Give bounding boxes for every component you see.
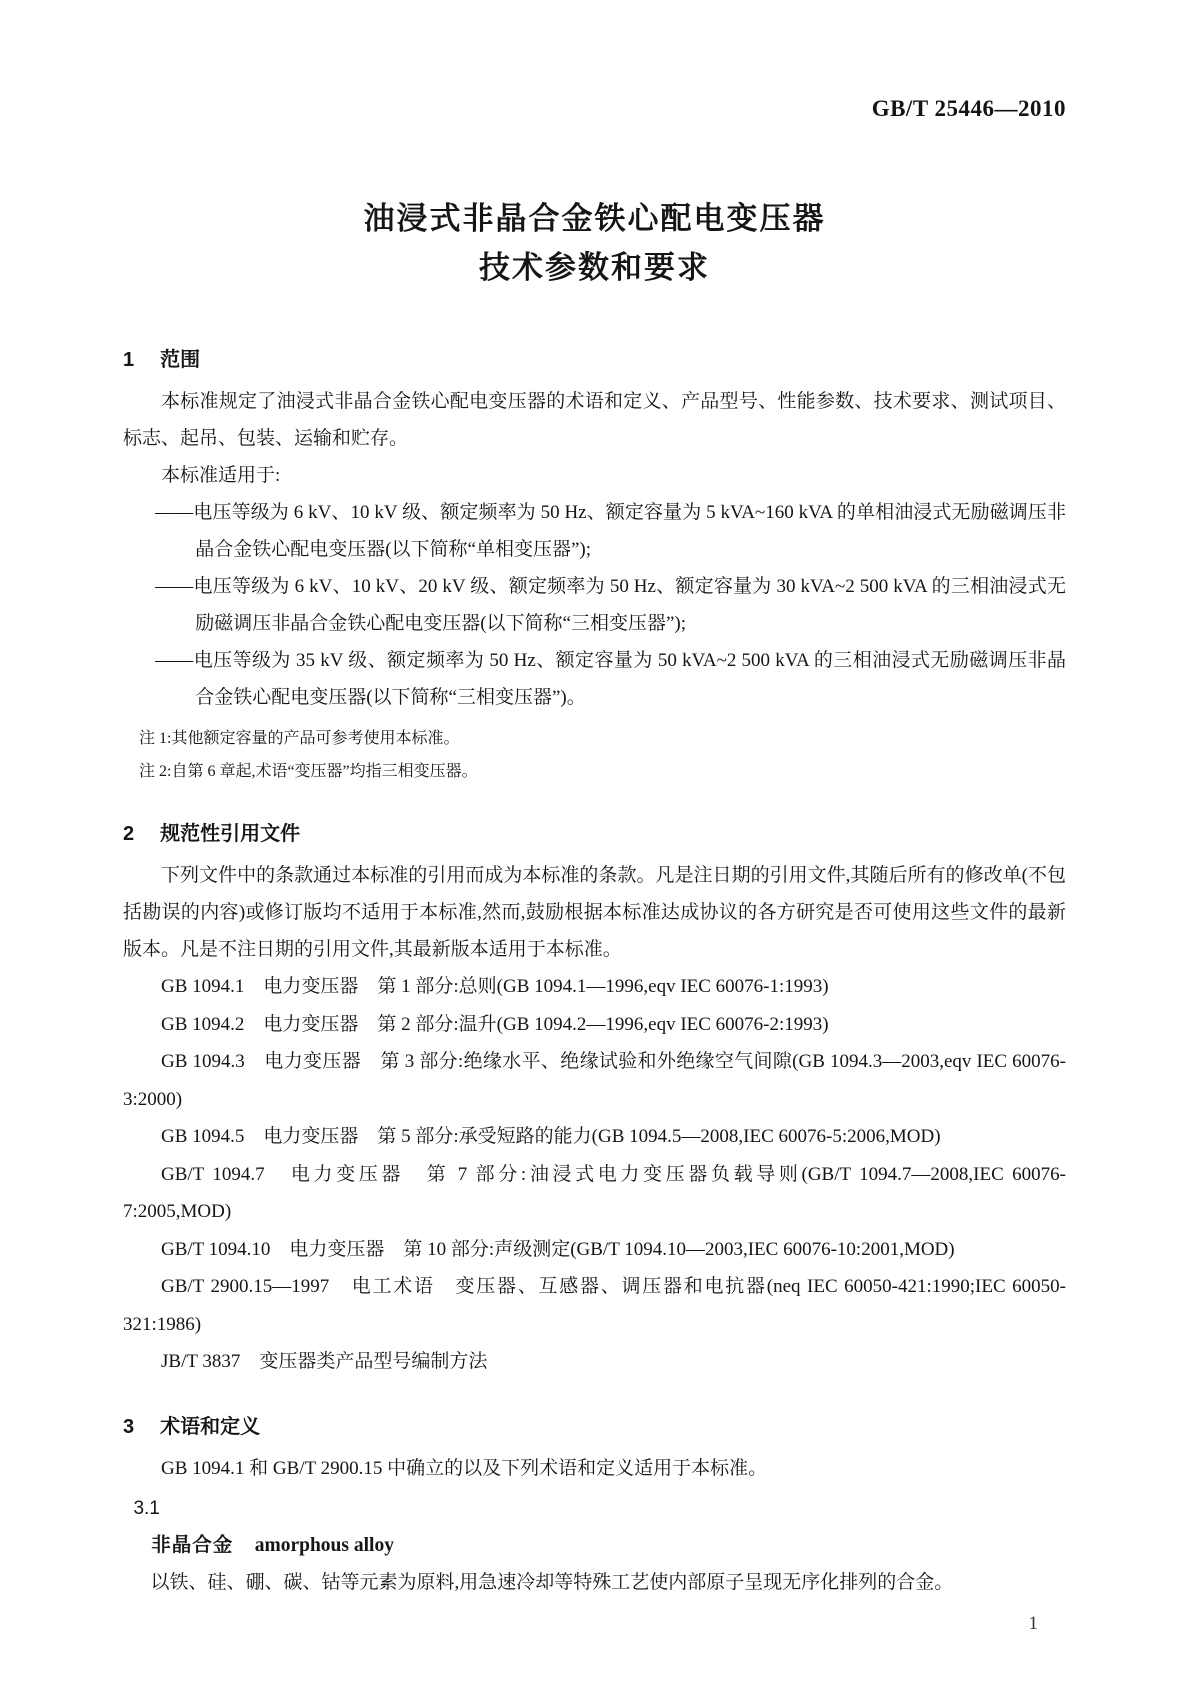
term-english: amorphous alloy [254,1534,394,1556]
reference-item: GB 1094.5 电力变压器 第 5 部分:承受短路的能力(GB 1094.5—2008,IEC 60076-5:2006,MOD) [161,1126,941,1147]
document-title-line2: 技术参数和要求 [479,250,710,285]
section-3-heading [123,1413,1066,1441]
reference-item: GB 1094.1 电力变压器 第 1 部分:总则(GB 1094.1—1996,eqv IEC 60076-1:1993) [161,976,829,997]
reference-item: GB 1094.3 电力变压器 第 3 部分:绝缘水平、绝缘试验和外绝缘空气间隙(GB 1094.3—2003,eqv IEC 60076-3:2000) [123,1051,1066,1110]
section-3-paragraph-1: GB 1094.1 和 GB/T 2900.15 中确立的以及下列术语和定义适用于本标准。 [161,1457,768,1479]
section-1-bullet-list [123,494,1066,716]
section-1-paragraph-2: 本标准适用于: [161,465,281,486]
section-3-number: 3 [123,1415,135,1438]
document-title [123,194,1066,292]
term-definition: 以铁、硅、硼、碳、钴等元素为原料,用急速冷却等特殊工艺使内部原子呈现无序化排列的合金。 [150,1571,954,1593]
list-item: ——电压等级为 6 kV、10 kV、20 kV 级、额定频率为 50 Hz、额定容量为 30 kVA~2 500 kVA 的三相油浸式无励磁调压非晶合金铁心配电变压器(以下简称“三相变压器”); [155,576,1066,634]
section-2-heading [123,820,1066,848]
section-2-number: 2 [123,823,135,845]
clause-number: 3.1 [133,1497,160,1519]
note-2: 注 2:自第 6 章起,术语“变压器”均指三相变压器。 [139,763,478,780]
standard-number: GB/T 25446—2010 [871,96,1066,121]
note-1: 注 1:其他额定容量的产品可参考使用本标准。 [139,730,460,747]
section-1-notes [123,722,1066,788]
section-2-title: 规范性引用文件 [160,823,301,845]
reference-item: JB/T 3837 变压器类产品型号编制方法 [161,1351,488,1372]
section-1-number: 1 [123,349,135,371]
reference-item: GB 1094.2 电力变压器 第 2 部分:温升(GB 1094.2—1996,eqv IEC 60076-2:1993) [161,1013,829,1035]
list-item: ——电压等级为 6 kV、10 kV 级、额定频率为 50 Hz、额定容量为 5 kVA~160 kVA 的单相油浸式无励磁调压非晶合金铁心配电变压器(以下简称“单相变压器”); [155,502,1066,560]
section-3-title: 术语和定义 [160,1415,261,1438]
term-chinese: 非晶合金 [151,1533,234,1556]
term-entry [151,1527,1066,1564]
reference-item: GB/T 1094.7 电力变压器 第 7 部分:油浸式电力变压器负载导则(GB/T 1094.7—2008,IEC 60076-7:2005,MOD) [123,1163,1066,1222]
reference-item: GB/T 2900.15—1997 电工术语 变压器、互感器、调压器和电抗器(neq IEC 60050-421:1990;IEC 60050-321:1986) [123,1276,1066,1335]
section-1-title: 范围 [160,349,201,371]
document-title-line1: 油浸式非晶合金铁心配电变压器 [363,201,826,236]
reference-item: GB/T 1094.10 电力变压器 第 10 部分:声级测定(GB/T 1094.10—2003,IEC 60076-10:2001,MOD) [161,1238,955,1260]
section-1-paragraph-1: 本标准规定了油浸式非晶合金铁心配电变压器的术语和定义、产品型号、性能参数、技术要求、测试项目、标志、起吊、包装、运输和贮存。 [123,391,1066,449]
reference-list [123,968,1066,1381]
page-number: 1 [1028,1612,1038,1634]
section-1-heading [123,346,1066,374]
section-2-paragraph-1: 下列文件中的条款通过本标准的引用而成为本标准的条款。凡是注日期的引用文件,其随后所有的修改单(不包括勘误的内容)或修订版均不适用于本标准,然而,鼓励根据本标准达成协议的各方研究是否可使用这些文件的最新版本。凡是不注日期的引用文件,其最新版本适用于本标准。 [123,865,1066,960]
list-item: ——电压等级为 35 kV 级、额定频率为 50 Hz、额定容量为 50 kVA~2 500 kVA 的三相油浸式无励磁调压非晶合金铁心配电变压器(以下简称“三相变压器”)。 [155,650,1066,708]
